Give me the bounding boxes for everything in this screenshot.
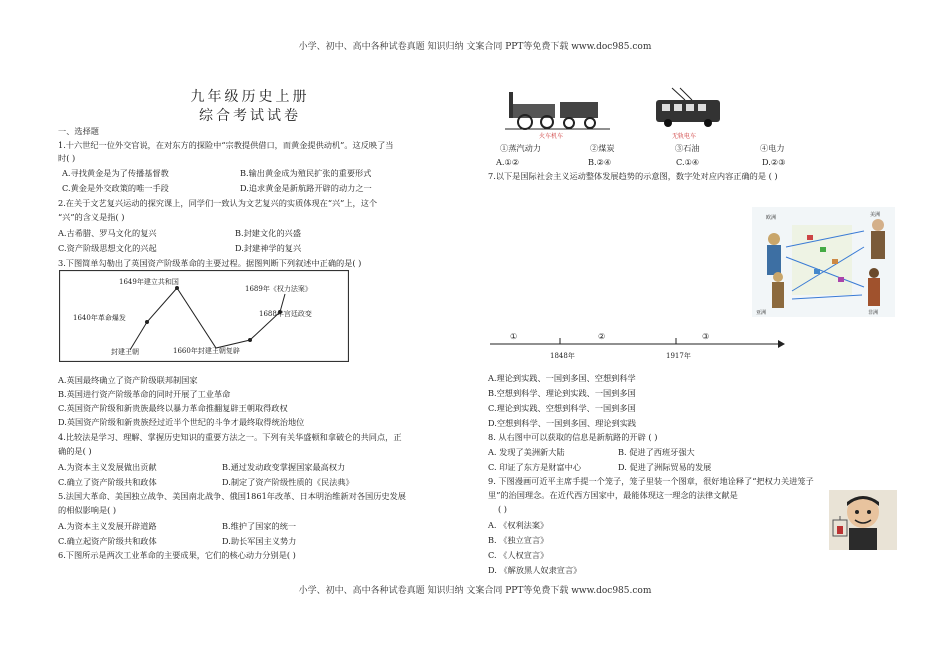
q3-label-1649: 1649年建立共和国 <box>119 278 179 286</box>
q3-label-1660: 1660年封建王朝复辟 <box>173 347 240 355</box>
q8-map-label-europe: 欧洲 <box>766 215 777 221</box>
q4-stem-2: 确的是( ) <box>58 446 92 456</box>
q2-option-c: C.资产阶级思想文化的兴起 <box>58 243 157 253</box>
q3-option-b: B.英国进行资产阶级革命的同时开展了工业革命 <box>58 389 231 399</box>
q6-option-b: B.②④ <box>588 157 612 167</box>
q1-option-d: D.追求黄金是新航路开辟的动力之一 <box>240 183 372 193</box>
q8-option-a: A. 发现了美洲新大陆 <box>488 447 565 457</box>
q3-stem: 3.下图简单勾勒出了英国资产阶级革命的主要过程。据图判断下列叙述中正确的是( ) <box>58 258 362 268</box>
q2-stem: 2.在关于文艺复兴运动的探究课上，同学们一致认为文艺复兴的实质体现在“兴”上，这个 <box>58 198 378 208</box>
q8-map-label-america: 美洲 <box>870 212 881 218</box>
q2-option-b: B.封建文化的兴盛 <box>235 228 301 238</box>
q3-label-1688: 1688年宫廷政变 <box>259 310 312 318</box>
q6-item-2: ②煤炭 <box>590 143 615 153</box>
q8-option-d: D. 促进了洲际贸易的发展 <box>618 462 712 472</box>
q6-option-d: D.②③ <box>762 157 786 167</box>
q6-item-3: ③石油 <box>675 143 700 153</box>
q9-stem-3: ( ) <box>498 504 507 514</box>
q7-year-1917: 1917年 <box>666 352 691 360</box>
q6-locomotive-image <box>505 84 615 140</box>
q2-stem-2: “兴”的含义是指( ) <box>58 212 125 222</box>
q2-option-a: A.古希腊、罗马文化的复兴 <box>58 228 157 238</box>
q1-stem-2: 时( ) <box>58 153 76 163</box>
q9-option-d: D. 《解放黑人奴隶宣言》 <box>488 565 582 575</box>
q3-option-a: A.英国最终确立了资产阶级联邦制国家 <box>58 375 198 385</box>
q1-stem: 1.十六世纪一位外交官说，在对东方的探险中“宗教提供借口，而黄金提供动机”。这反映了当 <box>58 140 394 150</box>
q3-label-1640: 1640年革命爆发 <box>73 314 126 322</box>
q7-option-c: C.理论到实践、空想到科学、一国到多国 <box>488 403 636 413</box>
q6-option-c: C.①④ <box>676 157 700 167</box>
q3-revolution-chart <box>59 270 349 362</box>
q7-year-1848: 1848年 <box>550 352 575 360</box>
section-heading: 一、选择题 <box>58 126 99 136</box>
q3-option-c: C.英国资产阶级和新贵族最终以暴力革命推翻复辟王朝取得政权 <box>58 403 288 413</box>
q7-timeline <box>490 328 785 362</box>
q1-option-a: A.寻找黄金是为了传播基督教 <box>62 168 169 178</box>
q5-option-b: B.维护了国家的统一 <box>222 521 297 531</box>
q9-option-a: A. 《权利法案》 <box>488 520 549 530</box>
q9-stem: 9. 下图漫画可近平主席手提一个笼子，笼子里装一个图章，很好地诠释了“把权力关进笼子 <box>488 476 814 486</box>
q5-stem: 5.法国大革命、美国独立战争、美国南北战争、俄国1861年改革、日本明治维新对各国历史发展 <box>58 491 406 501</box>
q6-caption-1: 火车机车 <box>539 133 564 140</box>
q8-option-b: B. 促进了西班牙强大 <box>618 447 695 457</box>
q6-item-4: ④电力 <box>760 143 785 153</box>
q7-option-d: D.空想到科学、一国到多国、理论到实践 <box>488 418 637 428</box>
q4-stem: 4.比较法是学习、理解、掌握历史知识的重要方法之一。下列有关华盛顿和拿破仑的共同点，正 <box>58 432 402 442</box>
page-footer: 小学、初中、高中各种试卷真题 知识归纳 文案合同 PPT等免费下载 www.doc985.com <box>298 586 652 596</box>
q4-option-c: C.确立了资产阶级共和政体 <box>58 477 157 487</box>
q2-option-d: D.封建神学的复兴 <box>235 243 302 253</box>
q6-option-a: A.①② <box>496 157 520 167</box>
q4-option-b: B.通过发动政变掌握国家最高权力 <box>222 462 346 472</box>
q9-cartoon-image <box>829 490 897 550</box>
q8-stem: 8. 从右图中可以获取的信息是新航路的开辟 ( ) <box>488 432 658 442</box>
q8-option-c: C. 印证了东方是财富中心 <box>488 462 582 472</box>
q6-stem: 6.下图所示是两次工业革命的主要成果，它们的核心动力分别是( ) <box>58 550 296 560</box>
q7-mark-1: ① <box>510 332 518 341</box>
q8-trade-map-image <box>752 207 895 317</box>
q7-mark-2: ② <box>598 332 606 341</box>
page-header: 小学、初中、高中各种试卷真题 知识归纳 文案合同 PPT等免费下载 www.doc985.com <box>298 42 652 52</box>
q6-caption-2: 无轨电车 <box>672 133 697 140</box>
q9-option-c: C. 《人权宣言》 <box>488 550 549 560</box>
q8-map-label-asia: 亚洲 <box>756 310 767 316</box>
q5-option-c: C.确立起资产阶级共和政体 <box>58 536 157 546</box>
q5-option-a: A.为资本主义发展开辟道路 <box>58 521 157 531</box>
q1-option-b: B.输出黄金成为殖民扩张的重要形式 <box>240 168 372 178</box>
q4-option-d: D.制定了资产阶级性质的《民法典》 <box>222 477 354 487</box>
q6-item-1: ①蒸汽动力 <box>500 143 541 153</box>
q7-mark-3: ③ <box>702 332 710 341</box>
q6-trolleybus-image <box>650 84 730 140</box>
q7-option-b: B.空想到科学、理论到实践、一国到多国 <box>488 388 636 398</box>
q4-option-a: A.为资本主义发展做出贡献 <box>58 462 157 472</box>
q9-stem-2: 里”的治国理念。在近代西方国家中，最能体现这一理念的法律文献是 <box>488 490 738 500</box>
q8-map-label-africa: 非洲 <box>868 310 879 316</box>
q7-option-a: A.理论到实践、一国到多国、空想到科学 <box>488 373 636 383</box>
title-line-2: 综合考试试卷 <box>199 108 301 124</box>
q9-option-b: B. 《独立宣言》 <box>488 535 549 545</box>
q5-option-d: D.助长军国主义势力 <box>222 536 297 546</box>
q3-option-d: D.英国资产阶级和新贵族经过近半个世纪的斗争才最终取得统治地位 <box>58 417 305 427</box>
title-line-1: 九年级历史上册 <box>190 89 310 105</box>
q5-stem-2: 的相似影响是( ) <box>58 505 117 515</box>
q1-option-c: C.黄金是外交政策的唯一手段 <box>62 183 169 193</box>
q7-stem: 7.以下是国际社会主义运动整体发展趋势的示意图，数字处对应内容正确的是 ( ) <box>488 171 778 181</box>
q3-label-feudal: 封建王朝 <box>111 348 139 356</box>
q3-label-1689: 1689年《权力法案》 <box>245 285 312 293</box>
